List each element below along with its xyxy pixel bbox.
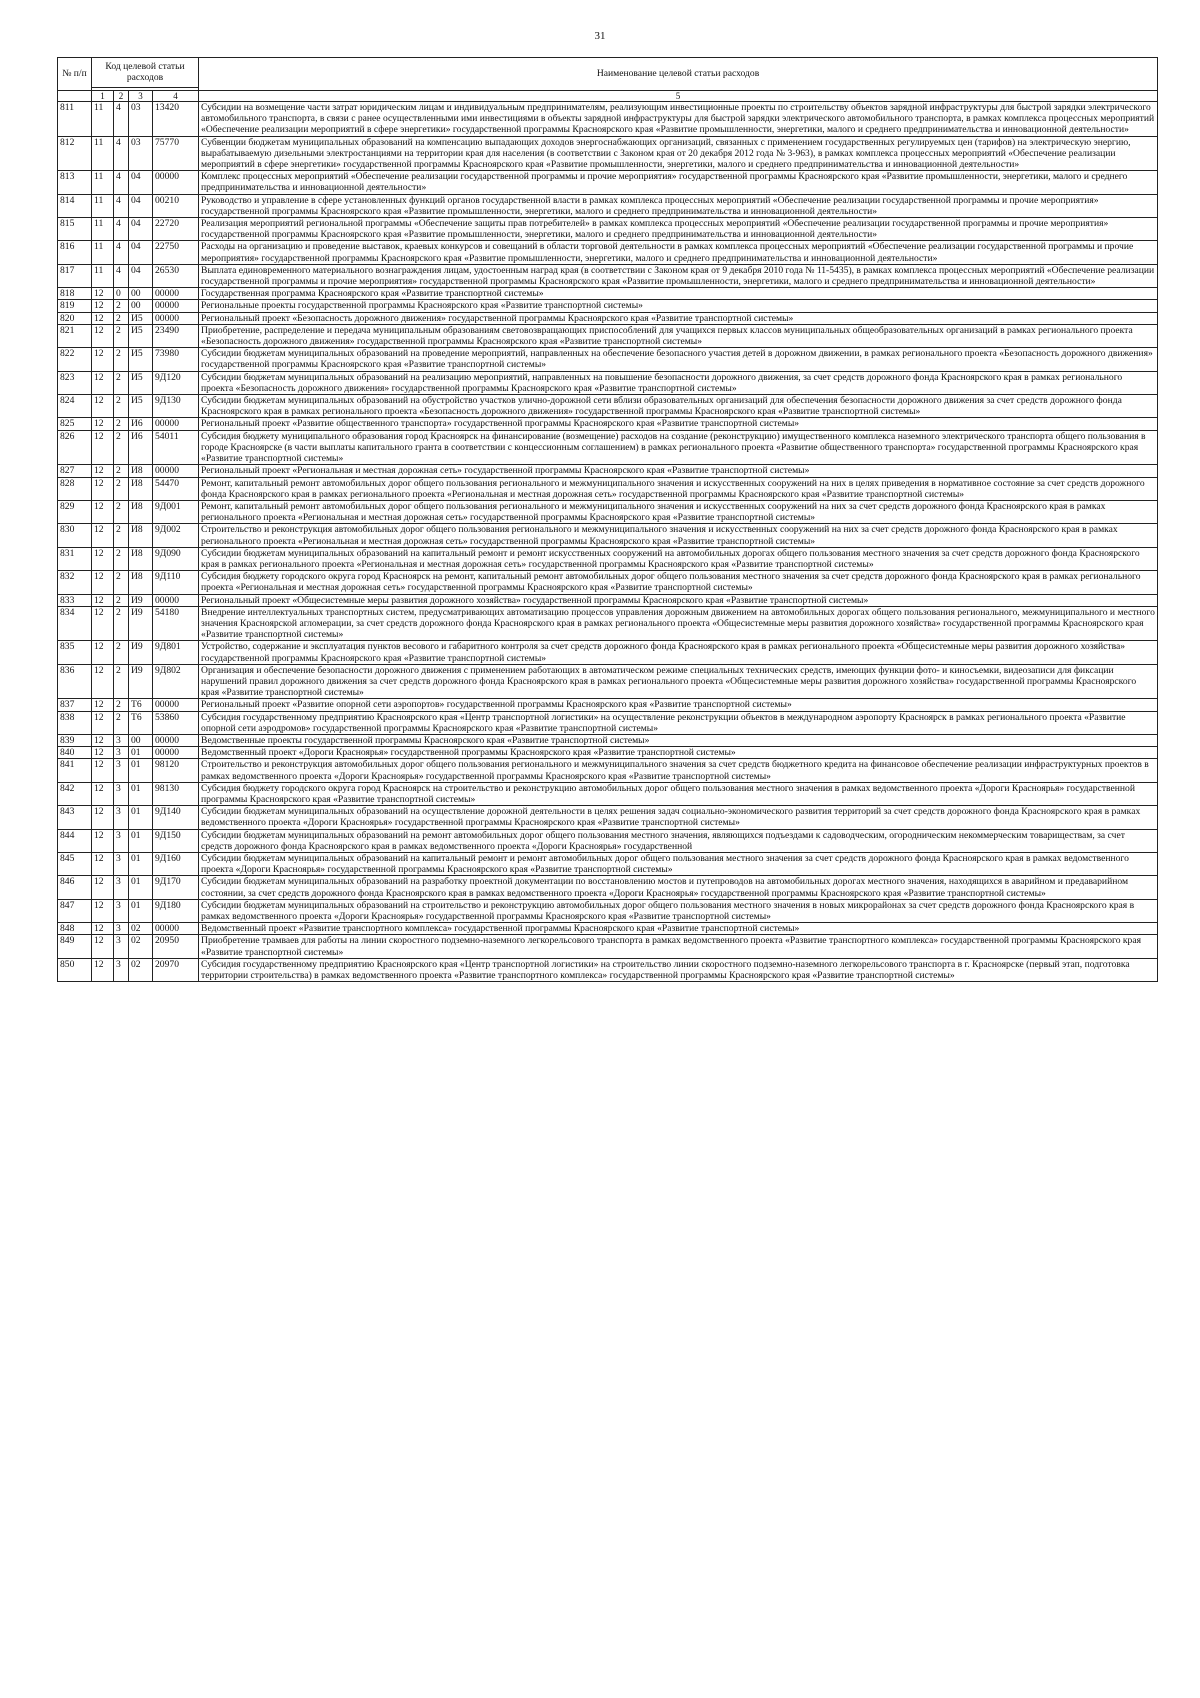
table-row (58, 324, 1158, 347)
code-subprogram: 2 (114, 664, 129, 699)
table-row (58, 102, 1158, 137)
code-subprogram: 4 (114, 218, 129, 241)
table-row (58, 747, 1158, 759)
code-direction: 20950 (153, 935, 199, 958)
code-subprogram: 2 (114, 371, 129, 394)
code-direction: 23490 (153, 324, 199, 347)
expense-name: Региональный проект «Развитие опорной сети аэропортов» государственной программы Красноярского края «Развитие транспортной системы» (199, 699, 1158, 711)
row-number: 822 (58, 348, 92, 371)
code-subprogram: 2 (114, 477, 129, 500)
code-subprogram: 2 (114, 430, 129, 465)
row-number: 844 (58, 829, 92, 852)
expense-name: Руководство и управление в сфере установленных функций органов государственной власти в рамках комплекса процессных мероприятий «Обеспечение реализации государственной программы и прочие мероприятия» государственной программы Красноярского края «Развитие промышленности, энергетики, малого и среднего предпринимательства и инновационной деятельности» (199, 194, 1158, 217)
table-row (58, 734, 1158, 746)
row-number: 811 (58, 102, 92, 137)
code-project: И8 (129, 500, 153, 523)
code-subprogram: 3 (114, 759, 129, 782)
code-project: 00 (129, 288, 153, 300)
code-project: 02 (129, 923, 153, 935)
expense-name: Субсидии бюджетам муниципальных образований на ремонт автомобильных дорог общего пользования местного значения, являющихся подъездами к садоводческим, огородническим некоммерческим товариществам, за счет средств дорожного фонда Красноярского края в рамках ведомственного проекта «Дороги Красноярья» государственной (199, 829, 1158, 852)
table-row (58, 312, 1158, 324)
row-number: 813 (58, 171, 92, 194)
code-program: 12 (92, 430, 114, 465)
row-number: 848 (58, 923, 92, 935)
table-row (58, 829, 1158, 852)
row-number: 827 (58, 465, 92, 477)
expense-name: Региональный проект «Безопасность дорожного движения» государственной программы Красноярского края «Развитие транспортной системы» (199, 312, 1158, 324)
table-row (58, 477, 1158, 500)
expense-name: Субсидии бюджетам муниципальных образований на осуществление дорожной деятельности в целях решения задач социально-экономического развития территорий за счет средств дорожного фонда Красноярского края в рамках ведомственного проекта «Дороги Красноярья» государственной программы Красноярского края «Развитие транспортной системы» (199, 806, 1158, 829)
code-direction: 00000 (153, 923, 199, 935)
expense-name: Реализация мероприятий региональной программы «Обеспечение защиты прав потребителей» в рамках комплекса процессных мероприятий «Обеспечение реализации государственной программы и прочие мероприятия» государственной программы Красноярского края «Развитие промышленности, энергетики, малого и среднего предпринимательства и инновационной деятельности» (199, 218, 1158, 241)
expense-name: Строительство и реконструкция автомобильных дорог общего пользования регионального и межмуниципального значения и искусственных сооружений на них за счет средств дорожного фонда Красноярского края в рамках регионального проекта «Региональная и местная дорожная сеть» государственной программы Красноярского края «Развитие транспортной системы» (199, 524, 1158, 547)
code-program: 12 (92, 958, 114, 981)
code-direction: 9Д090 (153, 547, 199, 570)
table-row (58, 958, 1158, 981)
code-project: 04 (129, 264, 153, 287)
code-direction: 98120 (153, 759, 199, 782)
code-subprogram: 3 (114, 747, 129, 759)
code-program: 12 (92, 829, 114, 852)
table-row (58, 806, 1158, 829)
expense-name: Субсидии бюджетам муниципальных образований на капитальный ремонт и ремонт автомобильных дорог общего пользования местного значения за счет средств дорожного фонда Красноярского края в рамках ведомственного проекта «Дороги Красноярья» государственной программы Красноярского края «Развитие транспортной системы» (199, 853, 1158, 876)
code-subprogram: 4 (114, 264, 129, 287)
code-subprogram: 2 (114, 571, 129, 594)
expense-name: Субсидия бюджету городского округа город Красноярск на строительство и реконструкцию автомобильных дорог общего пользования местного значения в рамках ведомственного проекта «Дороги Красноярья» государственной программы Красноярского края «Развитие транспортной системы» (199, 782, 1158, 805)
expense-name: Региональные проекты государственной программы Красноярского края «Развитие транспортной системы» (199, 300, 1158, 312)
code-direction: 98130 (153, 782, 199, 805)
code-subprogram: 2 (114, 606, 129, 641)
code-program: 12 (92, 500, 114, 523)
code-project: И5 (129, 348, 153, 371)
table-row (58, 171, 1158, 194)
code-subprogram: 2 (114, 418, 129, 430)
target-expense-table (57, 57, 1158, 982)
code-subprogram: 0 (114, 288, 129, 300)
code-program: 11 (92, 194, 114, 217)
table-row (58, 899, 1158, 922)
expense-name: Устройство, содержание и эксплуатация пунктов весового и габаритного контроля за счет средств дорожного фонда Красноярского края в рамках регионального проекта «Общесистемные меры развития дорожного хозяйства» государственной программы Красноярского края «Развитие транспортной системы» (199, 641, 1158, 664)
code-program: 12 (92, 699, 114, 711)
code-direction: 73980 (153, 348, 199, 371)
code-program: 12 (92, 876, 114, 899)
table-row (58, 194, 1158, 217)
row-number: 832 (58, 571, 92, 594)
code-subprogram: 3 (114, 935, 129, 958)
code-direction: 00000 (153, 747, 199, 759)
code-subprogram: 3 (114, 876, 129, 899)
code-program: 12 (92, 664, 114, 699)
table-row (58, 594, 1158, 606)
table-row (58, 699, 1158, 711)
code-project: И8 (129, 524, 153, 547)
table-row (58, 759, 1158, 782)
expense-name: Субсидии бюджетам муниципальных образований на разработку проектной документации по восстановлению мостов и путепроводов на автомобильных дорогах местного значения, находящихся в аварийном и предаварийном состоянии, за счет средств дорожного фонда Красноярского края в рамках ведомственного проекта «Дороги Красноярья» государственной программы Красноярского края «Развитие транспортной системы» (199, 876, 1158, 899)
table-row (58, 264, 1158, 287)
code-subprogram: 2 (114, 711, 129, 734)
table-row (58, 418, 1158, 430)
row-number: 843 (58, 806, 92, 829)
code-project: Т6 (129, 711, 153, 734)
code-project: И8 (129, 465, 153, 477)
expense-name: Субсидии бюджетам муниципальных образований на строительство и реконструкцию автомобильных дорог общего пользования местного значения в новых микрорайонах за счет средств дорожного фонда Красноярского края в рамках ведомственного проекта «Дороги Красноярья» государственной программы Красноярского края «Развитие транспортной системы» (199, 899, 1158, 922)
code-program: 11 (92, 171, 114, 194)
code-project: 01 (129, 876, 153, 899)
row-number: 845 (58, 853, 92, 876)
code-subprogram: 3 (114, 853, 129, 876)
code-direction: 54470 (153, 477, 199, 500)
code-direction: 22720 (153, 218, 199, 241)
code-project: И9 (129, 606, 153, 641)
column-number: 4 (153, 91, 199, 102)
code-direction: 00000 (153, 288, 199, 300)
code-project: 04 (129, 194, 153, 217)
expense-name: Ведомственные проекты государственной программы Красноярского края «Развитие транспортной системы» (199, 734, 1158, 746)
code-program: 12 (92, 547, 114, 570)
column-number: 5 (199, 91, 1158, 102)
code-project: И5 (129, 324, 153, 347)
expense-name: Региональный проект «Развитие общественного транспорта» государственной программы Красноярского края «Развитие транспортной системы» (199, 418, 1158, 430)
column-number: 2 (114, 91, 129, 102)
code-project: И5 (129, 312, 153, 324)
code-project: 01 (129, 829, 153, 852)
row-number: 842 (58, 782, 92, 805)
code-subprogram: 3 (114, 734, 129, 746)
row-number: 841 (58, 759, 92, 782)
code-project: 01 (129, 806, 153, 829)
expense-name: Государственная программа Красноярского края «Развитие транспортной системы» (199, 288, 1158, 300)
code-program: 12 (92, 571, 114, 594)
expense-name: Субсидия бюджету муниципального образования город Красноярск на финансирование (возмещение) расходов на создание (реконструкцию) имущественного комплекса наземного электрического транспорта общего пользования в городе Красноярске (в части выплаты капитального гранта в соответствии с концессионным соглашением) в рамках регионального проекта «Развитие общественного транспорта» государственной программы Красноярского края «Развитие транспортной системы» (199, 430, 1158, 465)
code-project: 01 (129, 782, 153, 805)
column-number-row (58, 91, 1158, 102)
page-number: 31 (594, 30, 606, 42)
code-program: 11 (92, 218, 114, 241)
code-direction: 00000 (153, 734, 199, 746)
expense-name: Ведомственный проект «Развитие транспортного комплекса» государственной программы Красноярского края «Развитие транспортной системы» (199, 923, 1158, 935)
code-direction: 54180 (153, 606, 199, 641)
code-project: 02 (129, 935, 153, 958)
expense-name: Субсидии бюджетам муниципальных образований на капитальный ремонт и ремонт искусственных сооружений на автомобильных дорогах общего пользования местного значения за счет средств дорожного фонда Красноярского края в рамках регионального проекта «Региональная и местная дорожная сеть» государственной программы Красноярского края «Развитие транспортной системы» (199, 547, 1158, 570)
column-number: 1 (92, 91, 114, 102)
expense-name: Ремонт, капитальный ремонт автомобильных дорог общего пользования регионального и межмуниципального значения и искусственных сооружений на них за счет средств дорожного фонда Красноярского края в рамках регионального проекта «Региональная и местная дорожная сеть» государственной программы Красноярского края «Развитие транспортной системы» (199, 500, 1158, 523)
expense-name: Внедрение интеллектуальных транспортных систем, предусматривающих автоматизацию процессов управления дорожным движением на автомобильных дорогах общего пользования регионального, межмуниципального и местного значения Красноярской агломерации, за счет средств дорожного фонда Красноярского края в рамках регионального проекта «Общесистемные меры развития дорожного хозяйства» государственной программы Красноярского края «Развитие транспортной системы» (199, 606, 1158, 641)
row-number: 815 (58, 218, 92, 241)
table-row (58, 288, 1158, 300)
code-subprogram: 4 (114, 102, 129, 137)
expense-name: Региональный проект «Общесистемные меры развития дорожного хозяйства» государственной программы Красноярского края «Развитие транспортной системы» (199, 594, 1158, 606)
code-program: 12 (92, 899, 114, 922)
expense-name: Ремонт, капитальный ремонт автомобильных дорог общего пользования регионального и межмуниципального значения и искусственных сооружений на них в целях приведения в нормативное состояние за счет средств дорожного фонда Красноярского края в рамках регионального проекта «Региональная и местная дорожная сеть» государственной программы Красноярского края «Развитие транспортной системы» (199, 477, 1158, 500)
table-row (58, 218, 1158, 241)
row-number: 850 (58, 958, 92, 981)
code-direction: 22750 (153, 241, 199, 264)
row-number: 840 (58, 747, 92, 759)
table-row (58, 853, 1158, 876)
table-row (58, 371, 1158, 394)
code-project: И5 (129, 371, 153, 394)
code-program: 11 (92, 136, 114, 171)
code-subprogram: 4 (114, 241, 129, 264)
table-row (58, 465, 1158, 477)
code-program: 12 (92, 935, 114, 958)
code-subprogram: 3 (114, 958, 129, 981)
code-project: И9 (129, 594, 153, 606)
code-direction: 9Д001 (153, 500, 199, 523)
code-direction: 9Д802 (153, 664, 199, 699)
expense-name: Ведомственный проект «Дороги Красноярья» государственной программы Красноярского края «Развитие транспортной системы» (199, 747, 1158, 759)
code-subprogram: 4 (114, 171, 129, 194)
code-subprogram: 2 (114, 524, 129, 547)
expense-name: Субсидия государственному предприятию Красноярского края «Центр транспортной логистики» на осуществление реконструкции объектов в международном аэропорту Красноярск в рамках регионального проекта «Развитие опорной сети аэродромов» государственной программы Красноярского края «Развитие транспортной системы» (199, 711, 1158, 734)
row-number: 824 (58, 395, 92, 418)
code-project: 03 (129, 136, 153, 171)
table-row (58, 500, 1158, 523)
expense-name: Субсидия бюджету городского округа город Красноярск на ремонт, капитальный ремонт автомобильных дорог общего пользования местного значения за счет средств дорожного фонда Красноярского края в рамках регионального проекта «Региональная и местная дорожная сеть» государственной программы Красноярского края «Развитие транспортной системы» (199, 571, 1158, 594)
header-col-no: № п/п (58, 58, 92, 91)
table-row (58, 395, 1158, 418)
code-program: 12 (92, 747, 114, 759)
code-direction: 9Д170 (153, 876, 199, 899)
table-row (58, 136, 1158, 171)
table-row (58, 923, 1158, 935)
expense-name: Расходы на организацию и проведение выставок, краевых конкурсов и совещаний в области торговой деятельности в рамках комплекса процессных мероприятий «Обеспечение реализации государственной программы и прочие мероприятия» государственной программы Красноярского края «Развитие промышленности, энергетики, малого и среднего предпринимательства и инновационной деятельности» (199, 241, 1158, 264)
code-subprogram: 2 (114, 348, 129, 371)
code-program: 12 (92, 806, 114, 829)
table-row (58, 641, 1158, 664)
code-program: 12 (92, 853, 114, 876)
row-number: 849 (58, 935, 92, 958)
code-direction: 9Д110 (153, 571, 199, 594)
code-direction: 00000 (153, 594, 199, 606)
code-direction: 9Д002 (153, 524, 199, 547)
code-subprogram: 3 (114, 923, 129, 935)
code-subprogram: 2 (114, 594, 129, 606)
code-project: Т6 (129, 699, 153, 711)
code-project: 01 (129, 747, 153, 759)
code-program: 12 (92, 312, 114, 324)
code-program: 12 (92, 734, 114, 746)
expense-name: Строительство и реконструкция автомобильных дорог общего пользования регионального и межмуниципального значения за счет средств бюджетного кредита на финансовое обеспечение реализации инфраструктурных проектов в рамках ведомственного проекта «Дороги Красноярья» государственной программы Красноярского края «Развитие транспортной системы» (199, 759, 1158, 782)
expense-name: Организация и обеспечение безопасности дорожного движения с применением работающих в автоматическом режиме специальных технических средств, имеющих функции фото- и киносъемки, видеозаписи для фиксации нарушений правил дорожного движения за счет средств дорожного фонда Красноярского края в рамках регионального проекта «Общесистемные меры развития дорожного хозяйства» государственной программы Красноярского края «Развитие транспортной системы» (199, 664, 1158, 699)
code-direction: 9Д120 (153, 371, 199, 394)
code-program: 12 (92, 641, 114, 664)
code-subprogram: 3 (114, 806, 129, 829)
code-project: И6 (129, 418, 153, 430)
row-number: 830 (58, 524, 92, 547)
column-number-blank (58, 91, 92, 102)
header-col-name: Наименование целевой статьи расходов (199, 58, 1158, 91)
code-direction: 9Д140 (153, 806, 199, 829)
code-direction: 00000 (153, 699, 199, 711)
row-number: 835 (58, 641, 92, 664)
code-subprogram: 3 (114, 899, 129, 922)
code-subprogram: 2 (114, 312, 129, 324)
row-number: 816 (58, 241, 92, 264)
code-project: 00 (129, 734, 153, 746)
table-row (58, 547, 1158, 570)
expense-name: Региональный проект «Региональная и местная дорожная сеть» государственной программы Красноярского края «Развитие транспортной системы» (199, 465, 1158, 477)
code-program: 12 (92, 371, 114, 394)
code-subprogram: 2 (114, 547, 129, 570)
row-number: 833 (58, 594, 92, 606)
row-number: 847 (58, 899, 92, 922)
code-subprogram: 3 (114, 782, 129, 805)
code-direction: 54011 (153, 430, 199, 465)
code-project: 01 (129, 759, 153, 782)
code-project: 04 (129, 241, 153, 264)
code-project: И6 (129, 430, 153, 465)
table-row (58, 664, 1158, 699)
code-direction: 20970 (153, 958, 199, 981)
code-subprogram: 2 (114, 500, 129, 523)
expense-name: Субсидии бюджетам муниципальных образований на обустройство участков улично-дорожной сети вблизи образовательных организаций для обеспечения безопасности дорожного движения за счет средств дорожного фонда Красноярского края в рамках регионального проекта «Безопасность дорожного движения» государственной программы Красноярского края «Развитие транспортной системы» (199, 395, 1158, 418)
expense-name: Приобретение трамваев для работы на линии скоростного подземно-наземного легкорельсового транспорта в рамках ведомственного проекта «Развитие транспортного комплекса» государственной программы Красноярского края «Развитие транспортной системы» (199, 935, 1158, 958)
table-row (58, 935, 1158, 958)
code-program: 12 (92, 418, 114, 430)
table-row (58, 300, 1158, 312)
code-project: И8 (129, 571, 153, 594)
code-project: 04 (129, 218, 153, 241)
code-subprogram: 2 (114, 641, 129, 664)
table-row (58, 876, 1158, 899)
row-number: 814 (58, 194, 92, 217)
code-subprogram: 2 (114, 465, 129, 477)
row-number: 846 (58, 876, 92, 899)
row-number: 821 (58, 324, 92, 347)
code-program: 11 (92, 264, 114, 287)
code-program: 12 (92, 465, 114, 477)
row-number: 819 (58, 300, 92, 312)
code-program: 12 (92, 606, 114, 641)
expense-name: Комплекс процессных мероприятий «Обеспечение реализации государственной программы и прочие мероприятия» государственной программы Красноярского края «Развитие промышленности, энергетики, малого и среднего предпринимательства и инновационной деятельности» (199, 171, 1158, 194)
table-header-row (58, 58, 1158, 88)
table-row (58, 524, 1158, 547)
expense-name: Субвенции бюджетам муниципальных образований на компенсацию выпадающих доходов энергоснабжающих организаций, связанных с применением государственных регулируемых цен (тарифов) на электрическую энергию, вырабатываемую дизельными электростанциями на территории края для населения (в соответствии с Законом края от 20 декабря 2012 года № 3-963), в рамках комплекса процессных мероприятий «Обеспечение реализации мероприятий в сфере энергетики» государственной программы Красноярского края «Развитие промышленности, энергетики, малого и среднего предпринимательства и инновационной деятельности» (199, 136, 1158, 171)
code-subprogram: 4 (114, 136, 129, 171)
code-program: 12 (92, 324, 114, 347)
code-direction: 00210 (153, 194, 199, 217)
table-row (58, 571, 1158, 594)
code-project: 01 (129, 899, 153, 922)
row-number: 831 (58, 547, 92, 570)
table-row (58, 711, 1158, 734)
row-number: 836 (58, 664, 92, 699)
code-direction: 9Д801 (153, 641, 199, 664)
code-project: 03 (129, 102, 153, 137)
expense-name: Субсидия государственному предприятию Красноярского края «Центр транспортной логистики» на строительство линии скоростного подземно-наземного легкорельсового транспорта в г. Красноярске (первый этап, подготовка территории строительства) в рамках ведомственного проекта «Развитие транспортного комплекса» государственной программы Красноярского края «Развитие транспортной системы» (199, 958, 1158, 981)
code-project: 00 (129, 300, 153, 312)
expense-name: Субсидии бюджетам муниципальных образований на реализацию мероприятий, направленных на повышение безопасности дорожного движения, за счет средств дорожного фонда Красноярского края в рамках регионального проекта «Безопасность дорожного движения» государственной программы Красноярского края «Развитие транспортной системы» (199, 371, 1158, 394)
code-project: 04 (129, 171, 153, 194)
code-direction: 53860 (153, 711, 199, 734)
code-direction: 00000 (153, 312, 199, 324)
table-row (58, 348, 1158, 371)
table-row (58, 606, 1158, 641)
code-program: 12 (92, 348, 114, 371)
code-direction: 00000 (153, 465, 199, 477)
code-program: 12 (92, 711, 114, 734)
row-number: 817 (58, 264, 92, 287)
row-number: 838 (58, 711, 92, 734)
code-program: 12 (92, 288, 114, 300)
budget-sheet (57, 57, 1157, 982)
code-direction: 9Д130 (153, 395, 199, 418)
table-row (58, 782, 1158, 805)
code-project: И8 (129, 477, 153, 500)
code-direction: 75770 (153, 136, 199, 171)
code-program: 12 (92, 395, 114, 418)
expense-name: Субсидии на возмещение части затрат юридическим лицам и индивидуальным предпринимателям, реализующим инвестиционные проекты по строительству объектов зарядной инфраструктуры для быстрой зарядки электрического автомобильного транспорта, в связи с ранее осуществленными ими инвестициями в объекты зарядной инфраструктуры для быстрой зарядки электрического автомобильного транспорта, в рамках комплекса процессных мероприятий «Обеспечение реализации мероприятий в сфере энергетики» государственной программы Красноярского края «Развитие промышленности, энергетики, малого и среднего предпринимательства и инновационной деятельности» (199, 102, 1158, 137)
code-program: 12 (92, 524, 114, 547)
code-direction: 26530 (153, 264, 199, 287)
expense-name: Субсидии бюджетам муниципальных образований на проведение мероприятий, направленных на обеспечение безопасного участия детей в дорожном движении, в рамках регионального проекта «Безопасность дорожного движения» государственной программы Красноярского края «Развитие транспортной системы» (199, 348, 1158, 371)
code-subprogram: 2 (114, 324, 129, 347)
table-row (58, 241, 1158, 264)
code-project: 01 (129, 853, 153, 876)
code-direction: 00000 (153, 418, 199, 430)
code-program: 12 (92, 782, 114, 805)
code-direction: 13420 (153, 102, 199, 137)
code-program: 11 (92, 241, 114, 264)
expense-name: Выплата единовременного материального вознаграждения лицам, удостоенным наград края (в соответствии с Законом края от 9 декабря 2010 года № 11-5435), в рамках комплекса процессных мероприятий «Обеспечение реализации государственной программы и прочие мероприятия» государственной программы Красноярского края «Развитие промышленности, энергетики, малого и среднего предпринимательства и инновационной деятельности» (199, 264, 1158, 287)
expense-name: Приобретение, распределение и передача муниципальным образованиям световозвращающих приспособлений для учащихся первых классов муниципальных общеобразовательных организаций в рамках регионального проекта «Безопасность дорожного движения» государственной программы Красноярского края «Развитие транспортной системы» (199, 324, 1158, 347)
code-project: И5 (129, 395, 153, 418)
code-subprogram: 2 (114, 699, 129, 711)
code-direction: 9Д160 (153, 853, 199, 876)
row-number: 837 (58, 699, 92, 711)
row-number: 839 (58, 734, 92, 746)
code-project: И8 (129, 547, 153, 570)
code-subprogram: 2 (114, 300, 129, 312)
row-number: 829 (58, 500, 92, 523)
code-subprogram: 3 (114, 829, 129, 852)
code-project: И9 (129, 664, 153, 699)
code-program: 12 (92, 477, 114, 500)
header-col-code: Код целевой статьи расходов (92, 58, 199, 88)
row-number: 823 (58, 371, 92, 394)
code-subprogram: 2 (114, 395, 129, 418)
row-number: 826 (58, 430, 92, 465)
code-project: 02 (129, 958, 153, 981)
row-number: 825 (58, 418, 92, 430)
row-number: 828 (58, 477, 92, 500)
column-number: 3 (129, 91, 153, 102)
row-number: 812 (58, 136, 92, 171)
code-subprogram: 4 (114, 194, 129, 217)
code-program: 11 (92, 102, 114, 137)
code-direction: 00000 (153, 300, 199, 312)
code-direction: 9Д180 (153, 899, 199, 922)
code-program: 12 (92, 594, 114, 606)
code-project: И9 (129, 641, 153, 664)
table-body (58, 102, 1158, 982)
code-program: 12 (92, 300, 114, 312)
code-direction: 00000 (153, 171, 199, 194)
row-number: 820 (58, 312, 92, 324)
row-number: 818 (58, 288, 92, 300)
code-program: 12 (92, 923, 114, 935)
code-program: 12 (92, 759, 114, 782)
table-row (58, 430, 1158, 465)
code-direction: 9Д150 (153, 829, 199, 852)
row-number: 834 (58, 606, 92, 641)
